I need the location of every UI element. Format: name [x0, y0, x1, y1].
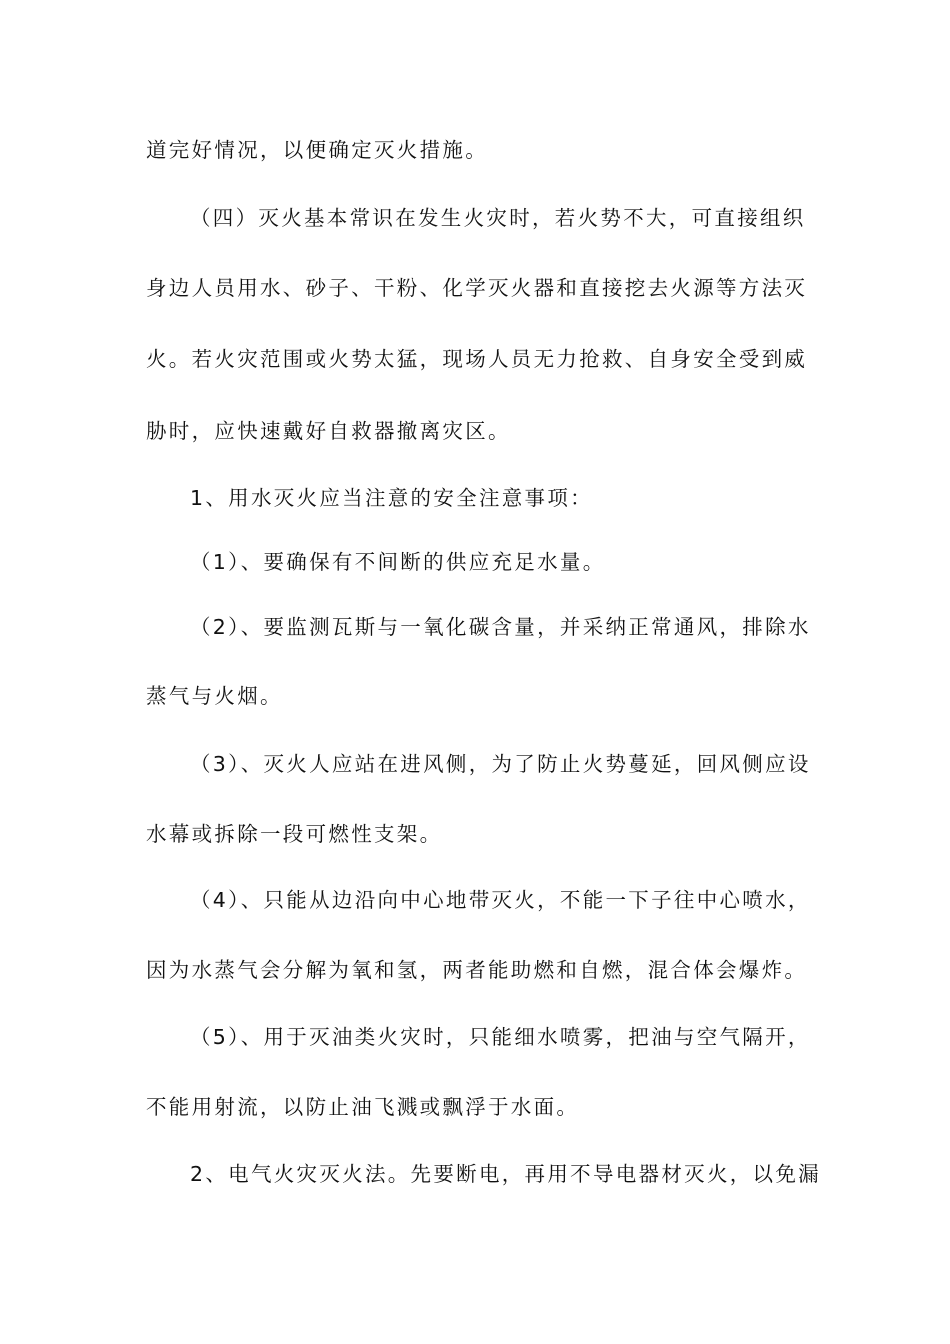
section-heading: 2、电气火灾灭火法。先要断电，再用不导电器材灭火，以免漏: [190, 1162, 821, 1186]
text-line: 身边人员用水、砂子、干粉、化学灭火器和直接挖去火源等方法灭: [146, 276, 808, 300]
text-line: 道完好情况，以便确定灭火措施。: [146, 138, 488, 162]
text-line: 因为水蒸气会分解为氧和氢，两者能助燃和自燃，混合体会爆炸。: [146, 958, 808, 982]
section-heading: 1、用水灭火应当注意的安全注意事项：: [190, 486, 593, 510]
text-line: 不能用射流，以防止油飞溅或飘浮于水面。: [146, 1095, 580, 1119]
list-item: （2）、要监测瓦斯与一氧化碳含量，并采纳正常通风，排除水: [190, 615, 811, 639]
paragraph-heading: （四）灭火基本常识在发生火灾时，若火势不大，可直接组织: [190, 206, 806, 230]
text-line: 火。若火灾范围或火势太猛，现场人员无力抢救、自身安全受到威: [146, 347, 808, 371]
list-item: （1）、要确保有不间断的供应充足水量。: [190, 550, 606, 574]
text-line: 胁时，应快速戴好自救器撤离灾区。: [146, 419, 511, 443]
text-line: 水幕或拆除一段可燃性支架。: [146, 822, 443, 846]
list-item: （4）、只能从边沿向中心地带灭火，不能一下子往中心喷水，: [190, 888, 811, 912]
list-item: （5）、用于灭油类火灾时，只能细水喷雾，把油与空气隔开，: [190, 1025, 811, 1049]
list-item: （3）、灭火人应站在进风侧，为了防止火势蔓延，回风侧应设: [190, 752, 811, 776]
text-line: 蒸气与火烟。: [146, 684, 283, 708]
